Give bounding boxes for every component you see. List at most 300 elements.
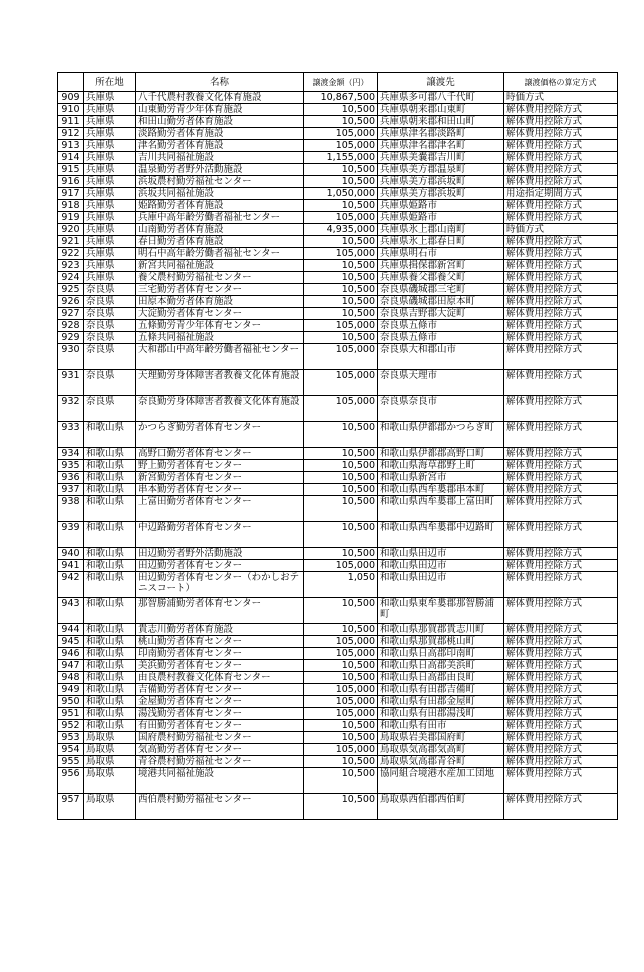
row-method: 解体費用控除方式 — [504, 104, 618, 116]
row-amount: 105,000 — [304, 344, 378, 370]
row-transferee: 和歌山県日高郡印南町 — [378, 648, 504, 660]
row-number: 928 — [58, 320, 84, 332]
row-amount: 105,000 — [304, 636, 378, 648]
row-facility-name: 田辺勤労者体育センター — [136, 560, 304, 572]
row-facility-name: 田辺勤労者体育センター（わかしおテニスコート） — [136, 572, 304, 598]
row-number: 938 — [58, 496, 84, 522]
row-method: 解体費用控除方式 — [504, 248, 618, 260]
row-number: 956 — [58, 768, 84, 794]
table-row — [58, 164, 618, 176]
row-amount: 105,000 — [304, 128, 378, 140]
row-number: 933 — [58, 422, 84, 448]
row-location: 兵庫県 — [84, 152, 136, 164]
row-amount: 10,500 — [304, 422, 378, 448]
row-amount: 1,155,000 — [304, 152, 378, 164]
header-row — [58, 73, 618, 92]
row-facility-name: 兵庫中高年齢労働者福祉センター — [136, 212, 304, 224]
row-location: 和歌山県 — [84, 648, 136, 660]
row-location: 和歌山県 — [84, 460, 136, 472]
row-location: 和歌山県 — [84, 624, 136, 636]
row-amount: 10,500 — [304, 460, 378, 472]
row-location: 和歌山県 — [84, 696, 136, 708]
row-method: 解体費用控除方式 — [504, 320, 618, 332]
row-location: 和歌山県 — [84, 548, 136, 560]
row-method: 解体費用控除方式 — [504, 296, 618, 308]
row-amount: 10,500 — [304, 732, 378, 744]
row-location: 奈良県 — [84, 308, 136, 320]
row-amount: 105,000 — [304, 744, 378, 756]
table-row — [58, 422, 618, 448]
row-location: 鳥取県 — [84, 756, 136, 768]
row-location: 和歌山県 — [84, 672, 136, 684]
row-amount: 10,500 — [304, 720, 378, 732]
row-amount: 105,000 — [304, 140, 378, 152]
row-location: 和歌山県 — [84, 720, 136, 732]
row-transferee: 和歌山県田辺市 — [378, 572, 504, 598]
table-row — [58, 496, 618, 522]
row-number: 910 — [58, 104, 84, 116]
row-transferee: 鳥取県岩美郡国府町 — [378, 732, 504, 744]
row-location: 兵庫県 — [84, 92, 136, 104]
row-number: 940 — [58, 548, 84, 560]
row-transferee: 和歌山県日高郡由良町 — [378, 672, 504, 684]
table-row — [58, 732, 618, 744]
row-number: 943 — [58, 598, 84, 624]
row-location: 兵庫県 — [84, 176, 136, 188]
table-row — [58, 768, 618, 794]
row-transferee: 兵庫県姫路市 — [378, 200, 504, 212]
row-method: 解体費用控除方式 — [504, 448, 618, 460]
row-transferee: 和歌山県東牟婁郡那智勝浦町 — [378, 598, 504, 624]
table-row — [58, 660, 618, 672]
row-transferee: 兵庫県氷上郡山南町 — [378, 224, 504, 236]
row-number: 935 — [58, 460, 84, 472]
row-method: 解体費用控除方式 — [504, 648, 618, 660]
row-number: 952 — [58, 720, 84, 732]
table-row — [58, 296, 618, 308]
row-method: 解体費用控除方式 — [504, 152, 618, 164]
table-row — [58, 684, 618, 696]
row-location: 和歌山県 — [84, 598, 136, 624]
row-transferee: 兵庫県姫路市 — [378, 212, 504, 224]
row-facility-name: 山東勤労青少年体育施設 — [136, 104, 304, 116]
table-row — [58, 320, 618, 332]
row-number: 922 — [58, 248, 84, 260]
row-facility-name: 五條勤労青少年体育センター — [136, 320, 304, 332]
row-location: 奈良県 — [84, 344, 136, 370]
row-facility-name: 五條共同福祉施設 — [136, 332, 304, 344]
row-facility-name: 養父農村勤労福祉センター — [136, 272, 304, 284]
row-amount: 10,500 — [304, 598, 378, 624]
row-location: 奈良県 — [84, 296, 136, 308]
table-row — [58, 224, 618, 236]
table-row — [58, 744, 618, 756]
header-transferee: 譲渡先 — [378, 73, 504, 92]
row-location: 兵庫県 — [84, 200, 136, 212]
row-number: 939 — [58, 522, 84, 548]
row-amount: 4,935,000 — [304, 224, 378, 236]
row-facility-name: 大和郡山中高年齢労働者福祉センター — [136, 344, 304, 370]
row-transferee: 和歌山県有田市 — [378, 720, 504, 732]
row-amount: 105,000 — [304, 212, 378, 224]
row-location: 和歌山県 — [84, 484, 136, 496]
row-number: 955 — [58, 756, 84, 768]
row-transferee: 和歌山県日高郡美浜町 — [378, 660, 504, 672]
row-transferee: 奈良県天理市 — [378, 370, 504, 396]
row-location: 兵庫県 — [84, 224, 136, 236]
row-location: 鳥取県 — [84, 768, 136, 794]
row-facility-name: 淡路勤労者体育施設 — [136, 128, 304, 140]
row-amount: 10,867,500 — [304, 92, 378, 104]
row-amount: 10,500 — [304, 660, 378, 672]
row-facility-name: 青谷農村勤労福祉センター — [136, 756, 304, 768]
row-number: 948 — [58, 672, 84, 684]
table-row — [58, 460, 618, 472]
row-location: 兵庫県 — [84, 212, 136, 224]
table-row — [58, 236, 618, 248]
row-amount: 10,500 — [304, 332, 378, 344]
row-facility-name: 和田山勤労者体育施設 — [136, 116, 304, 128]
row-transferee: 奈良県五條市 — [378, 332, 504, 344]
row-number: 921 — [58, 236, 84, 248]
row-location: 兵庫県 — [84, 272, 136, 284]
row-method: 解体費用控除方式 — [504, 308, 618, 320]
row-amount: 105,000 — [304, 696, 378, 708]
row-location: 和歌山県 — [84, 560, 136, 572]
row-method: 解体費用控除方式 — [504, 522, 618, 548]
table-row — [58, 672, 618, 684]
row-method: 解体費用控除方式 — [504, 560, 618, 572]
row-amount: 10,500 — [304, 260, 378, 272]
row-location: 和歌山県 — [84, 572, 136, 598]
row-method: 解体費用控除方式 — [504, 624, 618, 636]
row-amount: 105,000 — [304, 396, 378, 422]
row-number: 954 — [58, 744, 84, 756]
row-facility-name: 由良農村教養文化体育センター — [136, 672, 304, 684]
row-number: 942 — [58, 572, 84, 598]
row-amount: 10,500 — [304, 484, 378, 496]
row-location: 奈良県 — [84, 320, 136, 332]
row-facility-name: 気高勤労者体育センター — [136, 744, 304, 756]
row-transferee: 兵庫県朝来郡和田山町 — [378, 116, 504, 128]
row-method: 解体費用控除方式 — [504, 660, 618, 672]
row-facility-name: 明石中高年齢労働者福祉センター — [136, 248, 304, 260]
row-method: 解体費用控除方式 — [504, 672, 618, 684]
row-method: 解体費用控除方式 — [504, 756, 618, 768]
table-row — [58, 284, 618, 296]
row-location: 鳥取県 — [84, 744, 136, 756]
row-amount: 10,500 — [304, 116, 378, 128]
row-transferee: 兵庫県津名郡津名町 — [378, 140, 504, 152]
row-facility-name: 春日勤労者体育施設 — [136, 236, 304, 248]
row-method: 解体費用控除方式 — [504, 572, 618, 598]
row-facility-name: 浜坂共同福祉施設 — [136, 188, 304, 200]
table-row — [58, 756, 618, 768]
table-row — [58, 472, 618, 484]
row-method: 解体費用控除方式 — [504, 422, 618, 448]
row-amount: 105,000 — [304, 560, 378, 572]
row-method: 解体費用控除方式 — [504, 344, 618, 370]
header-name: 名称 — [136, 73, 304, 92]
row-location: 鳥取県 — [84, 732, 136, 744]
row-transferee: 鳥取県気高郡気高町 — [378, 744, 504, 756]
row-number: 937 — [58, 484, 84, 496]
row-facility-name: 湯浅勤労者体育センター — [136, 708, 304, 720]
row-location: 兵庫県 — [84, 260, 136, 272]
row-amount: 10,500 — [304, 296, 378, 308]
row-amount: 10,500 — [304, 794, 378, 820]
row-transferee: 兵庫県美方郡浜坂町 — [378, 176, 504, 188]
row-location: 兵庫県 — [84, 236, 136, 248]
row-method: 用途指定期間方式 — [504, 188, 618, 200]
table-row — [58, 128, 618, 140]
row-transferee: 兵庫県多可郡八千代町 — [378, 92, 504, 104]
row-method: 解体費用控除方式 — [504, 260, 618, 272]
row-amount: 10,500 — [304, 522, 378, 548]
row-amount: 105,000 — [304, 370, 378, 396]
row-amount: 10,500 — [304, 272, 378, 284]
row-number: 916 — [58, 176, 84, 188]
row-number: 944 — [58, 624, 84, 636]
row-number: 913 — [58, 140, 84, 152]
row-transferee: 鳥取県気高郡青谷町 — [378, 756, 504, 768]
row-facility-name: 中辺路勤労者体育センター — [136, 522, 304, 548]
asset-transfer-table — [57, 72, 618, 820]
row-method: 解体費用控除方式 — [504, 164, 618, 176]
row-location: 奈良県 — [84, 370, 136, 396]
row-method: 解体費用控除方式 — [504, 598, 618, 624]
row-number: 920 — [58, 224, 84, 236]
header-amount: 譲渡金額（円） — [304, 73, 378, 92]
row-transferee: 和歌山県有田郡湯浅町 — [378, 708, 504, 720]
row-facility-name: 美浜勤労者体育センター — [136, 660, 304, 672]
row-facility-name: 有田勤労者体育センター — [136, 720, 304, 732]
row-transferee: 和歌山県西牟婁郡中辺路町 — [378, 522, 504, 548]
row-amount: 105,000 — [304, 708, 378, 720]
row-number: 931 — [58, 370, 84, 396]
row-facility-name: 那智勝浦勤労者体育センター — [136, 598, 304, 624]
row-transferee: 兵庫県養父郡養父町 — [378, 272, 504, 284]
table-row — [58, 522, 618, 548]
row-transferee: 兵庫県津名郡淡路町 — [378, 128, 504, 140]
row-method: 解体費用控除方式 — [504, 708, 618, 720]
row-location: 和歌山県 — [84, 448, 136, 460]
row-number: 929 — [58, 332, 84, 344]
row-number: 927 — [58, 308, 84, 320]
row-number: 932 — [58, 396, 84, 422]
row-facility-name: 串本勤労者体育センター — [136, 484, 304, 496]
row-location: 兵庫県 — [84, 164, 136, 176]
table-row — [58, 212, 618, 224]
row-facility-name: 印南勤労者体育センター — [136, 648, 304, 660]
row-facility-name: 田辺勤労者野外活動施設 — [136, 548, 304, 560]
row-transferee: 兵庫県美嚢郡吉川町 — [378, 152, 504, 164]
row-method: 解体費用控除方式 — [504, 116, 618, 128]
table-row — [58, 720, 618, 732]
row-method: 解体費用控除方式 — [504, 332, 618, 344]
row-number: 915 — [58, 164, 84, 176]
row-facility-name: 野上勤労者体育センター — [136, 460, 304, 472]
row-amount: 105,000 — [304, 684, 378, 696]
row-method: 解体費用控除方式 — [504, 272, 618, 284]
table-row — [58, 648, 618, 660]
row-transferee: 奈良県磯城郡三宅町 — [378, 284, 504, 296]
row-facility-name: 津名勤労者体育施設 — [136, 140, 304, 152]
row-number: 918 — [58, 200, 84, 212]
row-transferee: 和歌山県有田郡金屋町 — [378, 696, 504, 708]
row-transferee: 兵庫県朝来郡山東町 — [378, 104, 504, 116]
row-transferee: 兵庫県美方郡浜坂町 — [378, 188, 504, 200]
row-amount: 10,500 — [304, 768, 378, 794]
table-row — [58, 696, 618, 708]
row-method: 解体費用控除方式 — [504, 696, 618, 708]
row-location: 兵庫県 — [84, 116, 136, 128]
row-location: 兵庫県 — [84, 188, 136, 200]
row-number: 912 — [58, 128, 84, 140]
row-number: 914 — [58, 152, 84, 164]
table-row — [58, 248, 618, 260]
row-facility-name: 田原本勤労者体育施設 — [136, 296, 304, 308]
row-amount: 10,500 — [304, 236, 378, 248]
row-facility-name: 吉川共同福祉施設 — [136, 152, 304, 164]
row-location: 奈良県 — [84, 396, 136, 422]
row-transferee: 奈良県五條市 — [378, 320, 504, 332]
row-number: 925 — [58, 284, 84, 296]
row-method: 解体費用控除方式 — [504, 684, 618, 696]
table-row — [58, 624, 618, 636]
row-amount: 105,000 — [304, 320, 378, 332]
row-number: 941 — [58, 560, 84, 572]
row-transferee: 兵庫県美方郡温泉町 — [378, 164, 504, 176]
table-row — [58, 344, 618, 370]
row-method: 解体費用控除方式 — [504, 200, 618, 212]
row-method: 解体費用控除方式 — [504, 472, 618, 484]
row-amount: 10,500 — [304, 672, 378, 684]
row-method: 解体費用控除方式 — [504, 370, 618, 396]
row-transferee: 鳥取県西伯郡西伯町 — [378, 794, 504, 820]
row-transferee: 和歌山県田辺市 — [378, 560, 504, 572]
row-facility-name: 境港共同福祉施設 — [136, 768, 304, 794]
row-facility-name: 新宮共同福祉施設 — [136, 260, 304, 272]
table-row — [58, 188, 618, 200]
row-method: 解体費用控除方式 — [504, 794, 618, 820]
row-location: 兵庫県 — [84, 104, 136, 116]
table-row — [58, 152, 618, 164]
row-transferee: 和歌山県新宮市 — [378, 472, 504, 484]
row-number: 923 — [58, 260, 84, 272]
row-amount: 105,000 — [304, 248, 378, 260]
row-amount: 10,500 — [304, 308, 378, 320]
row-facility-name: 三宅勤労者体育センター — [136, 284, 304, 296]
row-number: 936 — [58, 472, 84, 484]
row-transferee: 和歌山県那賀郡桃山町 — [378, 636, 504, 648]
table-row — [58, 92, 618, 104]
row-transferee: 和歌山県有田郡吉備町 — [378, 684, 504, 696]
table-row — [58, 176, 618, 188]
row-facility-name: 国府農村勤労福祉センター — [136, 732, 304, 744]
row-transferee: 兵庫県明石市 — [378, 248, 504, 260]
row-facility-name: 貴志川勤労者体育施設 — [136, 624, 304, 636]
row-facility-name: 金屋勤労者体育センター — [136, 696, 304, 708]
row-number: 926 — [58, 296, 84, 308]
row-number: 909 — [58, 92, 84, 104]
row-location: 和歌山県 — [84, 496, 136, 522]
table-row — [58, 598, 618, 624]
row-amount: 10,500 — [304, 164, 378, 176]
row-number: 945 — [58, 636, 84, 648]
row-method: 解体費用控除方式 — [504, 212, 618, 224]
row-facility-name: 奈良勤労身体障害者教養文化体育施設 — [136, 396, 304, 422]
row-method: 解体費用控除方式 — [504, 396, 618, 422]
row-facility-name: 温泉勤労者野外活動施設 — [136, 164, 304, 176]
row-location: 和歌山県 — [84, 522, 136, 548]
row-number: 930 — [58, 344, 84, 370]
row-facility-name: 西伯農村勤労福祉センター — [136, 794, 304, 820]
header-method: 譲渡価格の算定方式 — [504, 73, 618, 92]
row-method: 解体費用控除方式 — [504, 140, 618, 152]
table-row — [58, 260, 618, 272]
table-row — [58, 332, 618, 344]
row-amount: 10,500 — [304, 624, 378, 636]
row-method: 解体費用控除方式 — [504, 236, 618, 248]
row-amount: 10,500 — [304, 448, 378, 460]
table-row — [58, 548, 618, 560]
table-row — [58, 636, 618, 648]
row-amount: 10,500 — [304, 176, 378, 188]
row-transferee: 奈良県大和郡山市 — [378, 344, 504, 370]
row-method: 解体費用控除方式 — [504, 128, 618, 140]
row-location: 和歌山県 — [84, 422, 136, 448]
table-row — [58, 104, 618, 116]
header-no — [58, 73, 84, 92]
row-method: 解体費用控除方式 — [504, 496, 618, 522]
row-amount: 1,050 — [304, 572, 378, 598]
row-amount: 10,500 — [304, 756, 378, 768]
table-row — [58, 200, 618, 212]
row-method: 解体費用控除方式 — [504, 548, 618, 560]
row-method: 解体費用控除方式 — [504, 636, 618, 648]
row-number: 950 — [58, 696, 84, 708]
row-number: 919 — [58, 212, 84, 224]
table-row — [58, 272, 618, 284]
row-amount: 10,500 — [304, 496, 378, 522]
row-method: 解体費用控除方式 — [504, 176, 618, 188]
table-row — [58, 308, 618, 320]
row-transferee: 和歌山県海草郡野上町 — [378, 460, 504, 472]
row-number: 957 — [58, 794, 84, 820]
row-amount: 10,500 — [304, 284, 378, 296]
row-location: 奈良県 — [84, 284, 136, 296]
row-transferee: 奈良県奈良市 — [378, 396, 504, 422]
row-transferee: 和歌山県西牟婁郡串本町 — [378, 484, 504, 496]
row-facility-name: 浜坂農村勤労福祉センター — [136, 176, 304, 188]
row-method: 時価方式 — [504, 224, 618, 236]
row-method: 解体費用控除方式 — [504, 732, 618, 744]
row-number: 924 — [58, 272, 84, 284]
table-row — [58, 396, 618, 422]
row-transferee: 和歌山県那賀郡貴志川町 — [378, 624, 504, 636]
row-location: 和歌山県 — [84, 684, 136, 696]
row-facility-name: 桃山勤労者体育センター — [136, 636, 304, 648]
row-facility-name: 新宮勤労者体育センター — [136, 472, 304, 484]
table-row — [58, 448, 618, 460]
row-transferee: 兵庫県揖保郡新宮町 — [378, 260, 504, 272]
row-number: 917 — [58, 188, 84, 200]
row-location: 和歌山県 — [84, 636, 136, 648]
row-method: 時価方式 — [504, 92, 618, 104]
row-transferee: 和歌山県伊都郡かつらぎ町 — [378, 422, 504, 448]
table-row — [58, 708, 618, 720]
